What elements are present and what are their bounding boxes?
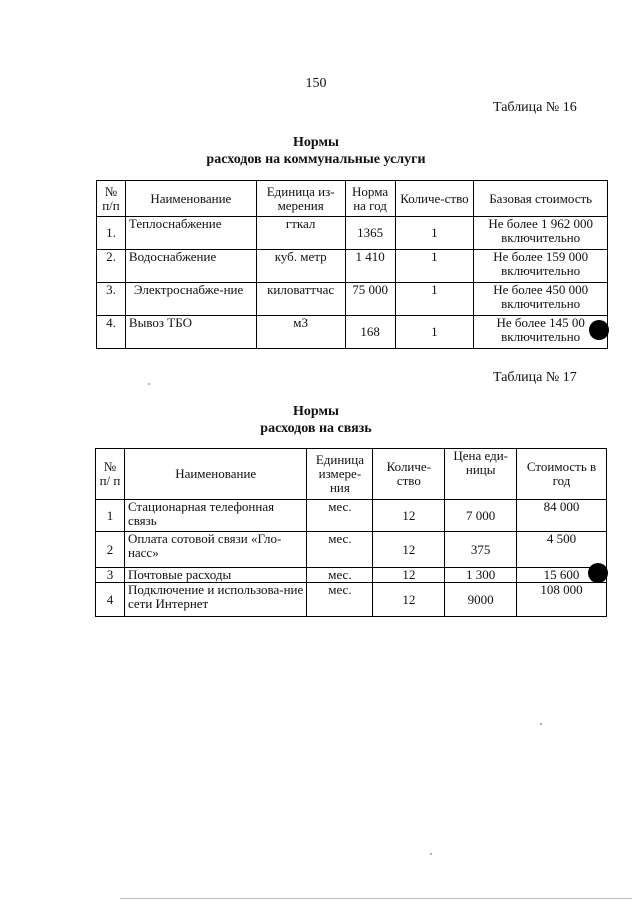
table16-cell-name: Электроснабже-ние [125, 283, 256, 316]
table17-cell-name: Подключение и использова-ние сети Интернет [124, 583, 307, 617]
table17-header-qty: Количе-ство [373, 449, 445, 500]
table16-cell-name: Теплоснабжение [125, 217, 256, 250]
table-row [97, 250, 608, 283]
table16-cell-qty: 1 [395, 250, 474, 283]
table17-cell-cost: 84 000 [517, 500, 607, 532]
table16-cell-cost [474, 250, 608, 283]
table17-cell-num: 1 [96, 500, 125, 532]
table17-title [0, 403, 632, 437]
table16-cell-unit: куб. метр [256, 250, 345, 283]
table17 [95, 448, 607, 617]
table17-header-cost: Стоимость в год [517, 449, 607, 500]
table16 [96, 180, 608, 349]
table16-header-cost: Базовая стоимость [474, 181, 608, 217]
table17-header-unit: Единица измере-ния [307, 449, 373, 500]
table17-cell-price: 1 300 [445, 568, 517, 583]
table17-cell-name: Почтовые расходы [124, 568, 307, 583]
table16-header-num: № п/п [97, 181, 126, 217]
table17-cell-price: 9000 [445, 583, 517, 617]
table16-header-row [97, 181, 608, 217]
table16-cost-line1: Не более 450 000 [493, 282, 589, 297]
table16-cell-num: 4. [97, 316, 126, 349]
table17-header-price: Цена еди-ницы [445, 449, 517, 500]
table17-title-line2: расходов на связь [260, 421, 372, 436]
page-number: 150 [305, 76, 327, 91]
ink-blot [589, 320, 609, 340]
table16-label: Таблица № 16 [493, 100, 577, 115]
table16-header-name: Наименование [125, 181, 256, 217]
table16-cell-cost [474, 283, 608, 316]
scan-speck [148, 383, 150, 385]
table-row [96, 568, 607, 583]
table16-cell-cost [474, 217, 608, 250]
table16-cell-norm: 1 410 [345, 250, 395, 283]
table17-cell-price: 375 [445, 532, 517, 568]
table16-cost-line2: включительно [501, 263, 581, 278]
table17-cell-name: Стационарная телефонная связь [124, 500, 307, 532]
table16-cell-unit: м3 [256, 316, 345, 349]
table17-cell-num: 2 [96, 532, 125, 568]
table16-cell-qty: 1 [395, 316, 474, 349]
table16-cost-line1: Не более 145 00 [496, 315, 585, 330]
table17-cell-unit: мес. [307, 532, 373, 568]
table-row [97, 316, 608, 349]
table17-title-line1: Нормы [293, 404, 339, 419]
table17-cell-price: 7 000 [445, 500, 517, 532]
table16-cell-norm: 75 000 [345, 283, 395, 316]
table16-title [0, 134, 632, 168]
table17-cell-name: Оплата сотовой связи «Гло-насс» [124, 532, 307, 568]
table16-cost-line1: Не более 159 000 [493, 249, 589, 264]
table17-cell-unit: мес. [307, 500, 373, 532]
scan-speck [430, 853, 432, 855]
table-row [97, 283, 608, 316]
table17-cell-qty: 12 [373, 568, 445, 583]
table-row [97, 217, 608, 250]
table16-cell-num: 3. [97, 283, 126, 316]
scan-edge-line [120, 898, 632, 899]
table17-cell-cost: 15 600 [517, 568, 607, 583]
table16-cell-norm: 1365 [345, 217, 395, 250]
table-row [96, 500, 607, 532]
table-row [96, 583, 607, 617]
table17-header-row [96, 449, 607, 500]
table17-cell-unit: мес. [307, 568, 373, 583]
table16-cell-norm: 168 [345, 316, 395, 349]
table17-header-num: № п/ п [96, 449, 125, 500]
table16-title-line2: расходов на коммунальные услуги [206, 152, 426, 167]
table16-cell-num: 2. [97, 250, 126, 283]
table16-cost-line2: включительно [501, 296, 581, 311]
table16-cell-unit: киловаттчас [256, 283, 345, 316]
table17-cell-qty: 12 [373, 583, 445, 617]
table16-cell-unit: гткал [256, 217, 345, 250]
table16-cost-line2: включительно [501, 329, 581, 344]
table17-cell-unit: мес. [307, 583, 373, 617]
table17-label: Таблица № 17 [493, 370, 577, 385]
table17-cell-num: 4 [96, 583, 125, 617]
table16-cell-num: 1. [97, 217, 126, 250]
table16-cell-qty: 1 [395, 283, 474, 316]
table17-header-name: Наименование [124, 449, 307, 500]
table17-cell-qty: 12 [373, 500, 445, 532]
table16-cost-line1: Не более 1 962 000 [488, 216, 593, 231]
table16-cell-name: Вывоз ТБО [125, 316, 256, 349]
table16-cell-cost [474, 316, 608, 349]
table16-cell-name: Водоснабжение [125, 250, 256, 283]
table17-cell-qty: 12 [373, 532, 445, 568]
table16-cost-line2: включительно [501, 230, 581, 245]
table16-header-unit: Единица из-мерения [256, 181, 345, 217]
table16-header-norm: Норма на год [345, 181, 395, 217]
table17-cell-cost: 108 000 [517, 583, 607, 617]
table17-cell-num: 3 [96, 568, 125, 583]
table16-header-qty: Количе-ство [395, 181, 474, 217]
ink-blot [588, 563, 608, 583]
scan-speck [540, 723, 542, 725]
table-row [96, 532, 607, 568]
table16-title-line1: Нормы [293, 135, 339, 150]
table16-cell-qty: 1 [395, 217, 474, 250]
table17-cell-cost: 4 500 [517, 532, 607, 568]
